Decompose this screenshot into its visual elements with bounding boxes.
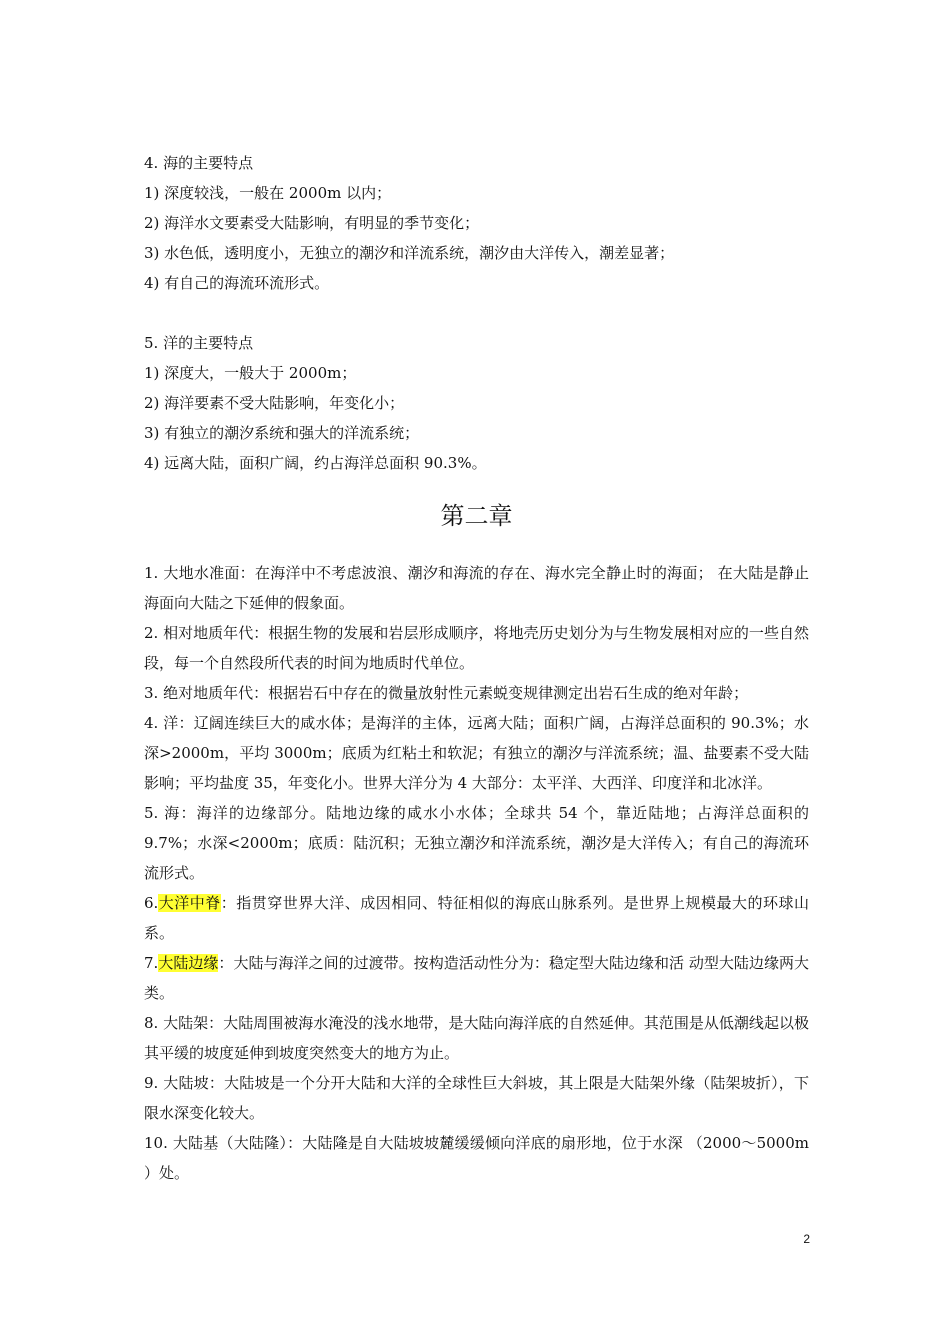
sea-characteristics-section xyxy=(144,148,809,298)
sea-item: 1) 深度较浅，一般在 2000m 以内； xyxy=(144,184,392,202)
definition-text: ：指贯穿世界大洋、成因相同、特征相似的海底山脉系列。是世界上规模最大的环球山系。 xyxy=(144,894,809,942)
ocean-item: 4) 远离大陆，面积广阔，约占海洋总面积 90.3%。 xyxy=(144,454,487,472)
definition-paragraph: 2. 相对地质年代：根据生物的发展和岩层形成顺序，将地壳历史划分为与生物发展相对应的一些自然段，每一个自然段所代表的时间为地质时代单位。 xyxy=(144,624,809,672)
definition-paragraph: 9. 大陆坡：大陆坡是一个分开大陆和大洋的全球性巨大斜坡，其上限是大陆架外缘（陆架坡折），下限水深变化较大。 xyxy=(144,1074,809,1122)
ocean-item: 1) 深度大，一般大于 2000m； xyxy=(144,364,357,382)
definition-paragraph: 8. 大陆架：大陆周围被海水淹没的浅水地带，是大陆向海洋底的自然延伸。其范围是从低潮线起以极其平缓的坡度延伸到坡度突然变大的地方为止。 xyxy=(144,1014,809,1062)
definition-paragraph: 4. 洋：辽阔连续巨大的咸水体；是海洋的主体，远离大陆；面积广阔，占海洋总面积的 90.3%；水深>2000m，平均 3000m；底质为红粘土和软泥；有独立的潮汐与洋流系统；温、盐要素不受大陆影响；平均盐度 35，年变化小。世界大洋分为 4 大部分：太平洋、大西洋、印度洋和北冰洋。 xyxy=(144,714,809,792)
definition-paragraph: 1. 大地水准面：在海洋中不考虑波浪、潮汐和海流的存在、海水完全静止时的海面； 在大陆是静止海面向大陆之下延伸的假象面。 xyxy=(144,564,809,612)
definition-paragraph xyxy=(144,888,809,948)
definition-text: ：大陆与海洋之间的过渡带。按构造活动性分为：稳定型大陆边缘和活 动型大陆边缘两大类。 xyxy=(144,954,809,1002)
sea-item: 3) 水色低，透明度小，无独立的潮汐和洋流系统，潮汐由大洋传入，潮差显著； xyxy=(144,244,675,262)
ocean-item: 3) 有独立的潮汐系统和强大的洋流系统； xyxy=(144,424,420,442)
definition-paragraph: 10. 大陆基（大陆隆）：大陆隆是自大陆坡坡麓缓缓倾向洋底的扇形地，位于水深 （2000～5000m ）处。 xyxy=(144,1134,809,1182)
highlighted-term: 大陆边缘 xyxy=(158,954,219,972)
ocean-item: 2) 海洋要素不受大陆影响，年变化小； xyxy=(144,394,405,412)
chapter-title: 第二章 xyxy=(440,502,513,530)
definitions-list xyxy=(144,558,809,1188)
definition-number: 6. xyxy=(144,894,159,912)
definition-paragraph: 3. 绝对地质年代：根据岩石中存在的微量放射性元素蜕变规律测定出岩石生成的绝对年龄； xyxy=(144,684,749,702)
ocean-characteristics-section xyxy=(144,328,809,478)
section-spacer xyxy=(144,298,809,328)
ocean-heading: 5. 洋的主要特点 xyxy=(144,334,254,352)
sea-item: 2) 海洋水文要素受大陆影响，有明显的季节变化； xyxy=(144,214,480,232)
page-content xyxy=(144,148,809,1188)
sea-heading: 4. 海的主要特点 xyxy=(144,154,254,172)
definition-paragraph xyxy=(144,948,809,1008)
highlighted-term: 大洋中脊 xyxy=(158,894,221,912)
definition-number: 7. xyxy=(144,954,159,972)
sea-item: 4) 有自己的海流环流形式。 xyxy=(144,274,330,292)
definition-paragraph: 5. 海：海洋的边缘部分。陆地边缘的咸水小水体；全球共 54 个，靠近陆地；占海洋总面积的 9.7%；水深<2000m；底质：陆沉积；无独立潮汐和洋流系统，潮汐是大洋传入；有自己的海流环流形式。 xyxy=(144,804,809,882)
page-number: 2 xyxy=(803,1232,810,1246)
